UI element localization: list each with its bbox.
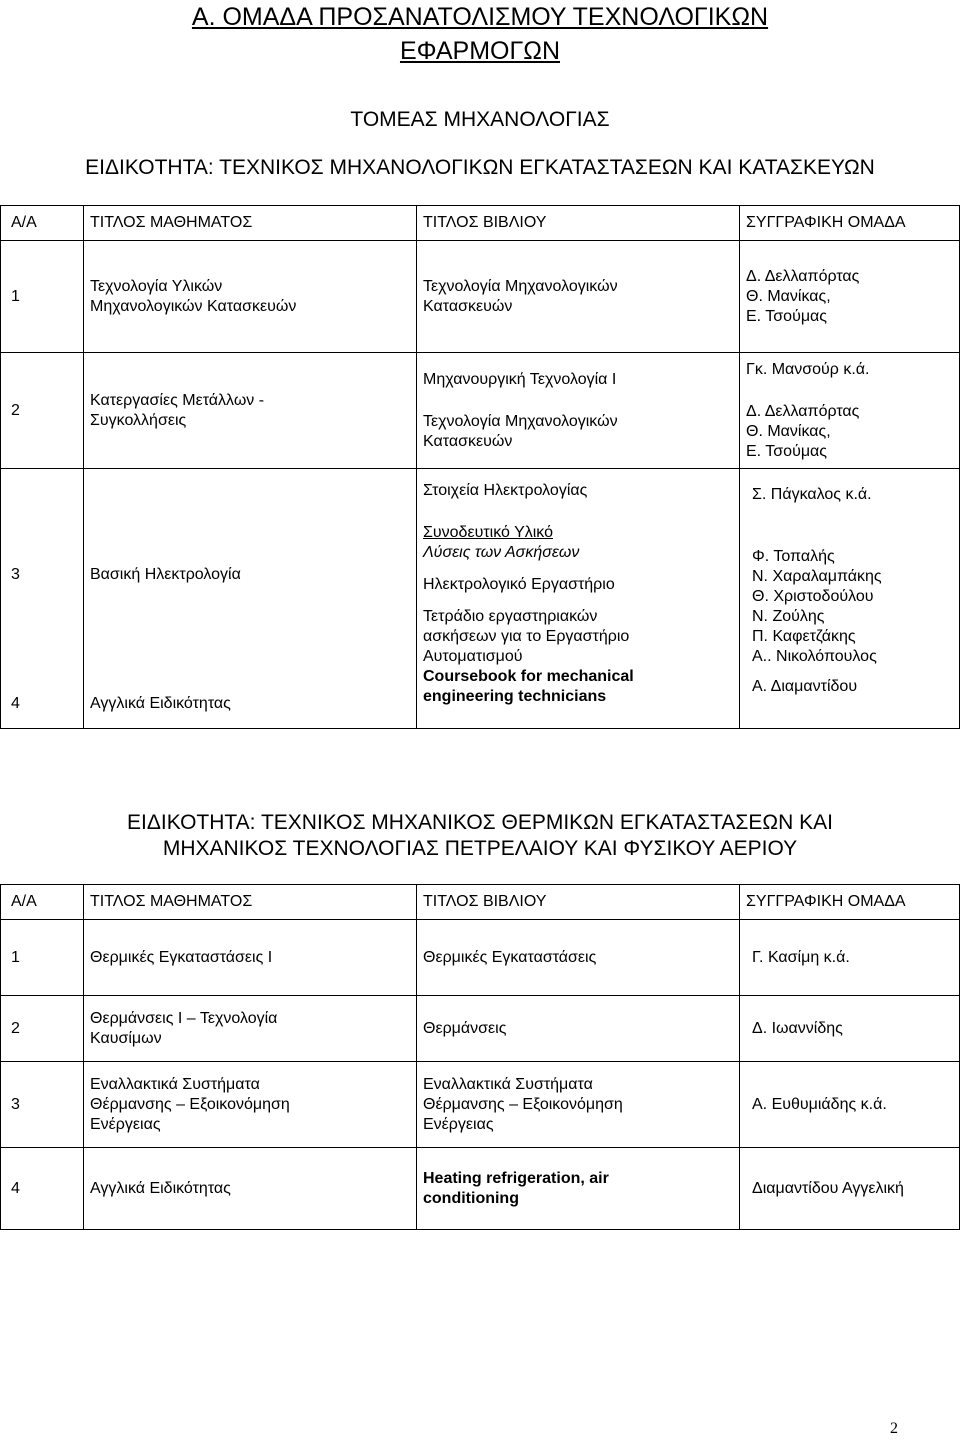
row-number-value: 3 [11, 565, 20, 583]
table-row [1, 353, 960, 469]
spacer [752, 667, 953, 677]
book-title [417, 1062, 740, 1148]
header-aa: Α/Α [1, 885, 84, 920]
book-title-line: Τεχνολογία Μηχανολογικών [423, 412, 618, 430]
table-row [1, 469, 960, 681]
course-title: Θερμικές Εγκαταστάσεις Ι [84, 920, 417, 996]
author-line: Π. Καφετζάκης [752, 628, 856, 645]
course-title [84, 996, 417, 1062]
author-line: Δ. Δελλαπόρτας [746, 267, 860, 285]
courses-table-1 [0, 205, 960, 729]
book-title-line: Θέρμανσης – Εξοικονόμηση [423, 1095, 623, 1113]
authors [740, 469, 960, 729]
author-line: Α.. Νικολόπουλος [752, 648, 877, 665]
book-title-line: Τετράδιο εργαστηριακών [423, 608, 598, 625]
page-number: 2 [890, 1420, 898, 1437]
author-line: Ν. Ζούλης [752, 608, 825, 625]
spacer [423, 595, 733, 607]
header-book: ΤΙΤΛΟΣ ΒΙΒΛΙΟΥ [417, 206, 740, 241]
author-line: Θ. Χριστοδούλου [752, 588, 874, 605]
row-number [1, 469, 84, 681]
table-header-row [1, 885, 960, 920]
authors [740, 353, 960, 469]
header-course: ΤΙΤΛΟΣ ΜΑΘΗΜΑΤΟΣ [84, 885, 417, 920]
table-header-row [1, 206, 960, 241]
book-title-line: Κατασκευών [423, 432, 513, 450]
courses-table-2 [0, 884, 960, 1230]
spacer [746, 380, 953, 402]
course-title-line: Εναλλακτικά Συστήματα [90, 1075, 260, 1093]
course-title [84, 241, 417, 353]
book-title [417, 241, 740, 353]
row-number: 1 [1, 920, 84, 996]
header-authors: ΣΥΓΓΡΑΦΙΚΗ ΟΜΑΔΑ [740, 206, 960, 241]
book-title-line: Εναλλακτικά Συστήματα [423, 1075, 593, 1093]
book-title [417, 1148, 740, 1230]
author-line: Θ. Μανίκας, [746, 287, 831, 305]
book-title-line: Μηχανουργική Τεχνολογία Ι [423, 370, 617, 388]
authors: Δ. Ιωαννίδης [740, 996, 960, 1062]
book-title: Θερμάνσεις [417, 996, 740, 1062]
book-title [417, 353, 740, 469]
course-title-line: Κατεργασίες Μετάλλων - [90, 391, 265, 409]
course-title: Βασική Ηλεκτρολογία [84, 469, 417, 681]
header-authors: ΣΥΓΓΡΑΦΙΚΗ ΟΜΑΔΑ [740, 885, 960, 920]
row-number: 4 [1, 1148, 84, 1230]
author-line: Θ. Μανίκας, [746, 422, 831, 440]
course-title-line: Καυσίμων [90, 1029, 162, 1047]
book-title-line: Λύσεις των Ασκήσεων [423, 544, 580, 561]
course-title [84, 353, 417, 469]
course-title-line: Θερμάνσεις Ι – Τεχνολογία [90, 1009, 278, 1027]
course-title [84, 1062, 417, 1148]
document-title [0, 0, 960, 68]
row-number: 1 [1, 241, 84, 353]
header-book: ΤΙΤΛΟΣ ΒΙΒΛΙΟΥ [417, 885, 740, 920]
book-title-line: Τεχνολογία Μηχανολογικών [423, 277, 618, 295]
book-title-line: Coursebook for mechanical [423, 668, 634, 685]
book-title-line: Ενέργειας [423, 1115, 494, 1133]
course-title-line: Τεχνολογία Υλικών [90, 277, 223, 295]
specialty-heading-1: ΕΙΔΙΚΟΤΗΤΑ: ΤΕΧΝΙΚΟΣ ΜΗΧΑΝΟΛΟΓΙΚΩΝ ΕΓΚΑΤΑΣΤΑΣΕΩΝ ΚΑΙ ΚΑΤΑΣΚΕΥΩΝ [85, 156, 875, 179]
table-row [1, 920, 960, 996]
book-title-line: Heating refrigeration, air [423, 1169, 609, 1187]
specialty-heading-2 [0, 810, 960, 862]
sector-heading: ΤΟΜΕΑΣ ΜΗΧΑΝΟΛΟΓΙΑΣ [350, 108, 610, 131]
authors: Α. Ευθυμιάδης κ.ά. [740, 1062, 960, 1148]
header-aa: Α/Α [1, 206, 84, 241]
course-title: Αγγλικά Ειδικότητας [84, 1148, 417, 1230]
course-title-line: Ενέργειας [90, 1115, 161, 1133]
specialty-heading-line: ΜΗΧΑΝΙΚΟΣ ΤΕΧΝΟΛΟΓΙΑΣ ΠΕΤΡΕΛΑΙΟΥ ΚΑΙ ΦΥΣΙΚΟΥ ΑΕΡΙΟΥ [162, 837, 798, 860]
book-title-line: engineering technicians [423, 688, 607, 705]
row-number: 2 [1, 996, 84, 1062]
authors: Διαμαντίδου Αγγελική [740, 1148, 960, 1230]
spacer [423, 390, 733, 412]
course-title: Αγγλικά Ειδικότητας [84, 681, 417, 729]
row-number: 3 [1, 1062, 84, 1148]
author-line: Δ. Δελλαπόρτας [746, 402, 860, 420]
author-line: Ε. Τσούμας [746, 442, 827, 460]
book-title-line: Αυτοματισμού [423, 648, 523, 665]
author-line: Ν. Χαραλαμπάκης [752, 568, 882, 585]
author-line: Σ. Πάγκαλος κ.ά. [752, 486, 872, 503]
book-title-line: Ηλεκτρολογικό Εργαστήριο [423, 576, 615, 593]
author-line: Α. Διαμαντίδου [752, 678, 858, 695]
title-line-2: ΕΦΑΡΜΟΓΩΝ [399, 37, 561, 65]
table-row [1, 1148, 960, 1230]
book-title-line: Κατασκευών [423, 297, 513, 315]
spacer [423, 501, 733, 523]
authors: Γ. Κασίμη κ.ά. [740, 920, 960, 996]
spacer [423, 563, 733, 575]
title-line-1: Α. ΟΜΑΔΑ ΠΡΟΣΑΝΑΤΟΛΙΣΜΟΥ ΤΕΧΝΟΛΟΓΙΚΩΝ [191, 3, 769, 31]
author-line: Φ. Τοπαλής [752, 548, 835, 565]
course-title-line: Συγκολλήσεις [90, 411, 187, 429]
table-row [1, 1062, 960, 1148]
table-row [1, 996, 960, 1062]
author-line: Γκ. Μανσούρ κ.ά. [746, 360, 870, 378]
course-title-line: Μηχανολογικών Κατασκευών [90, 297, 297, 315]
book-title: Θερμικές Εγκαταστάσεις [417, 920, 740, 996]
specialty-heading-line: ΕΙΔΙΚΟΤΗΤΑ: ΤΕΧΝΙΚΟΣ ΜΗΧΑΝΙΚΟΣ ΘΕΡΜΙΚΩΝ ΕΓΚΑΤΑΣΤΑΣΕΩΝ ΚΑΙ [127, 811, 833, 834]
authors [740, 241, 960, 353]
book-title-line: ασκήσεων για το Εργαστήριο [423, 628, 630, 645]
row-number: 2 [1, 353, 84, 469]
book-title-line: Συνοδευτικό Υλικό [423, 524, 553, 541]
table-row [1, 241, 960, 353]
book-title-line: conditioning [423, 1189, 519, 1207]
row-number: 4 [1, 681, 84, 729]
course-title-line: Θέρμανσης – Εξοικονόμηση [90, 1095, 290, 1113]
header-course: ΤΙΤΛΟΣ ΜΑΘΗΜΑΤΟΣ [84, 206, 417, 241]
spacer [752, 505, 953, 547]
book-title [417, 469, 740, 729]
book-title-line: Στοιχεία Ηλεκτρολογίας [423, 482, 588, 499]
author-line: Ε. Τσούμας [746, 307, 827, 325]
